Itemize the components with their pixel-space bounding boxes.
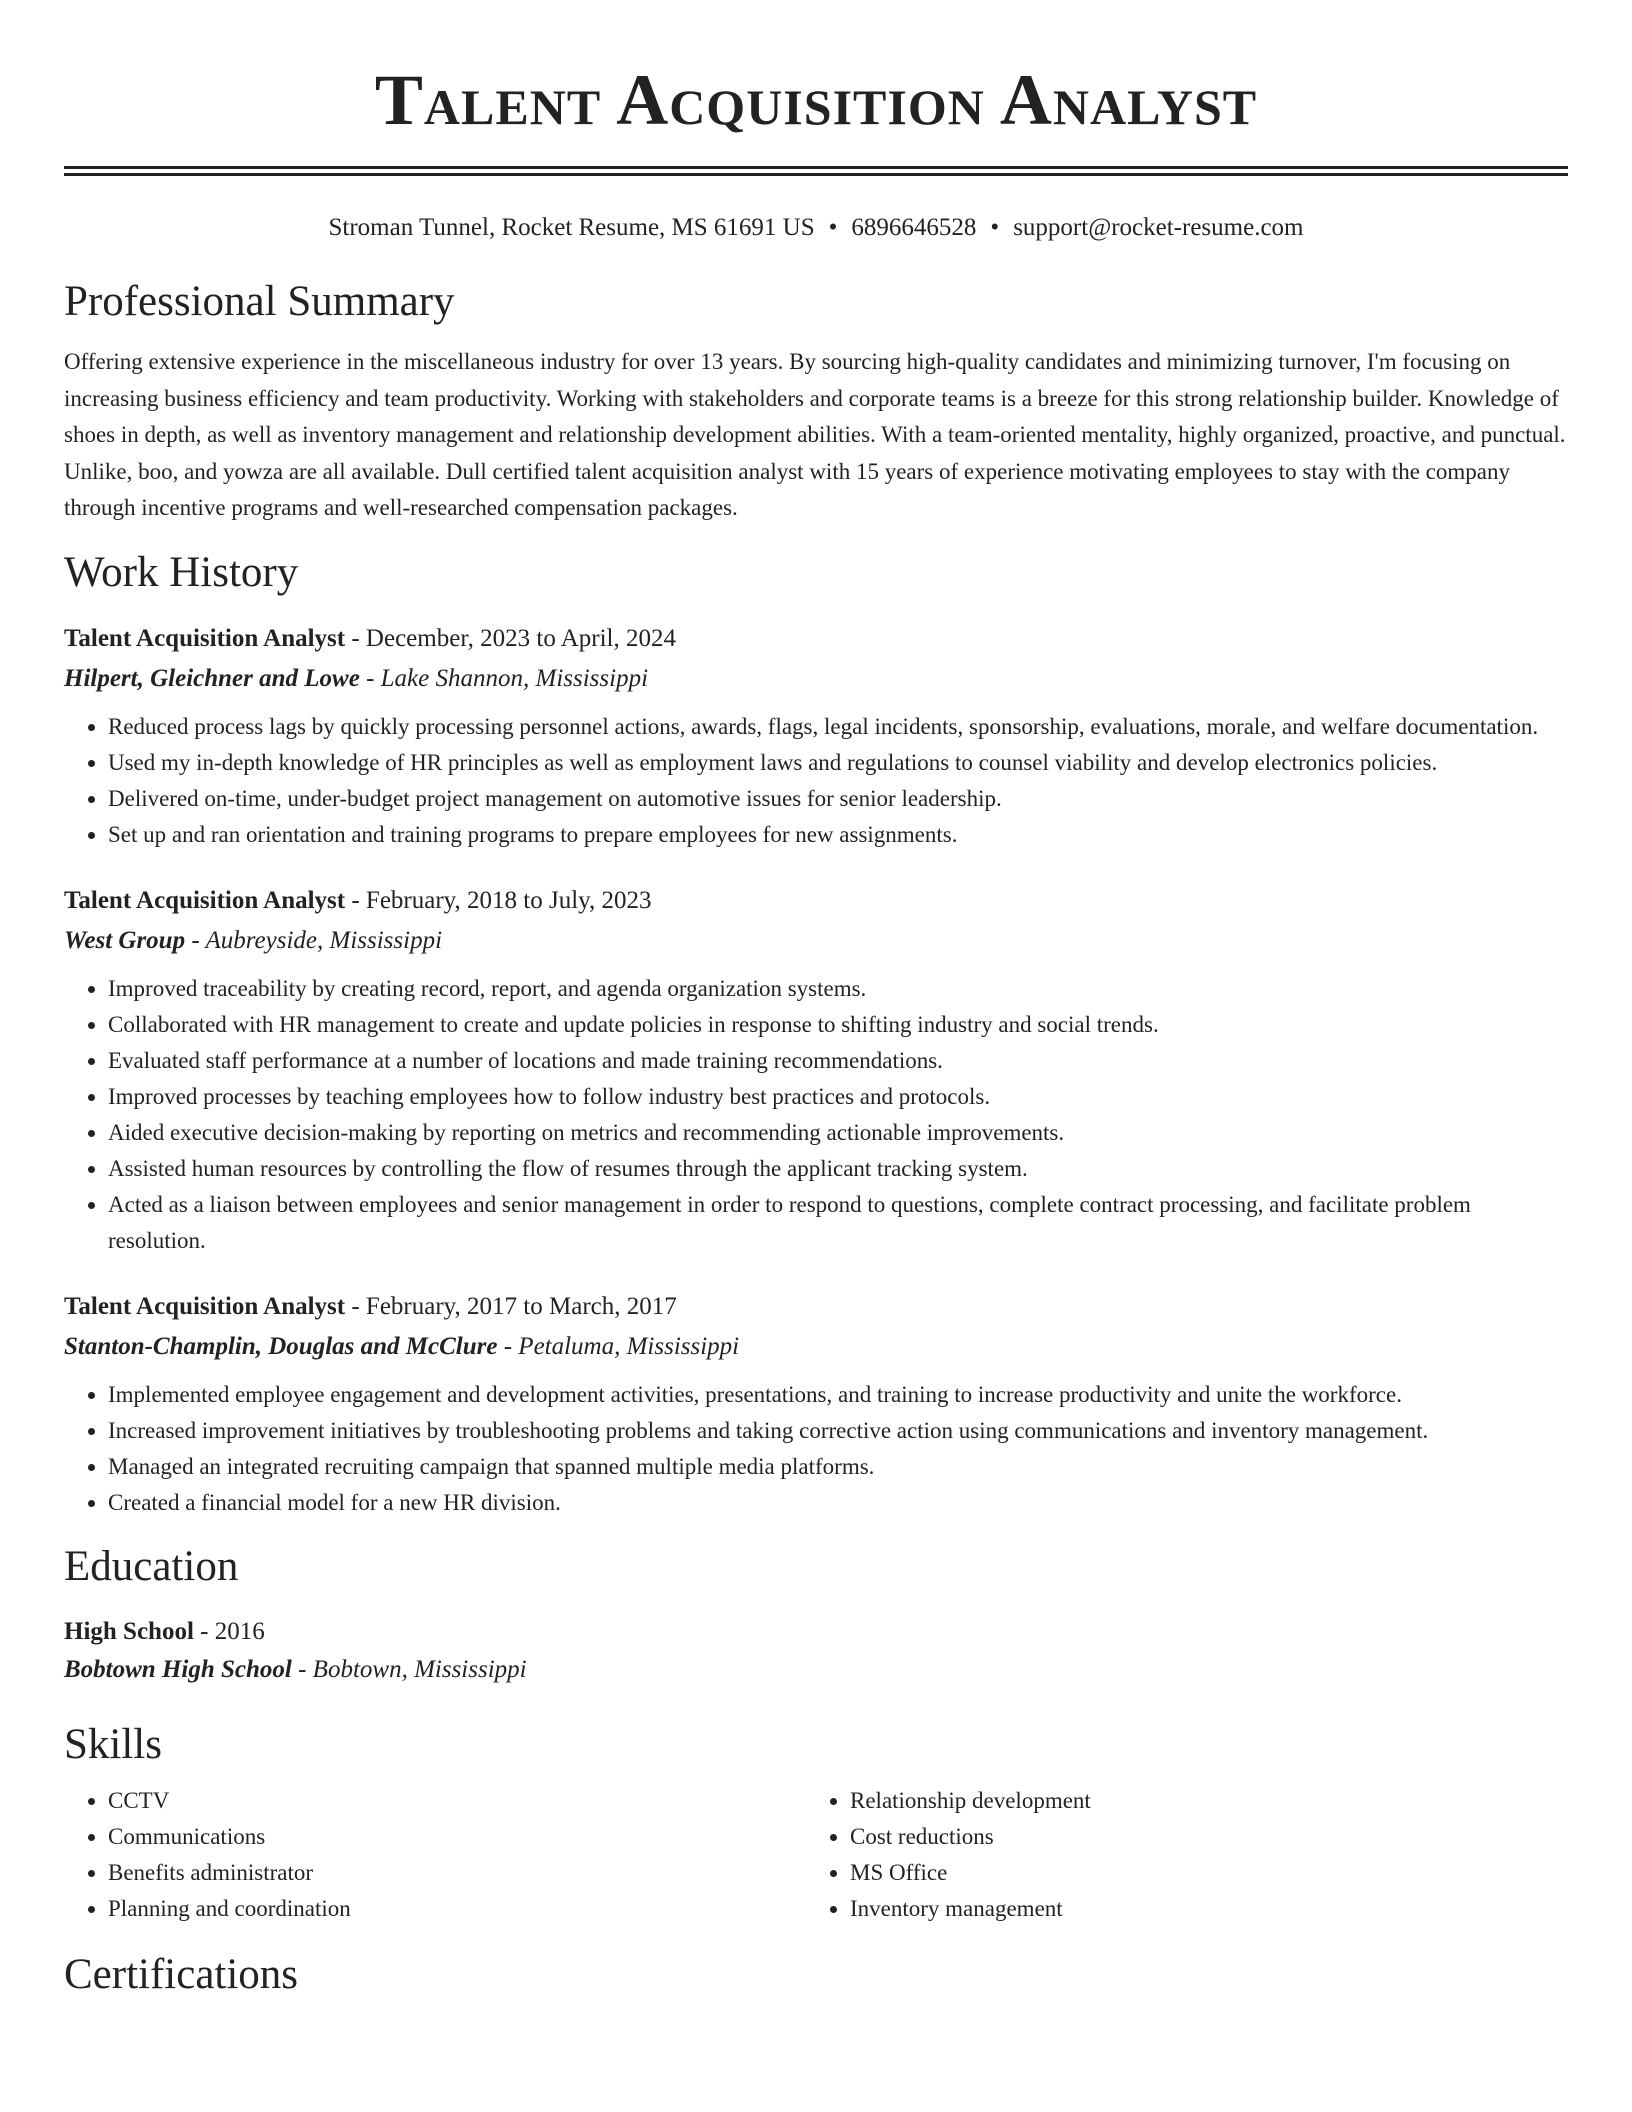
job-bullets — [64, 1377, 1568, 1521]
job-bullet: • Acted as a liaison between employees and senior management in order to respond to questions, complete contract processing, and facilitate problem resolution. — [108, 1187, 1568, 1259]
contact-separator: • — [828, 214, 838, 241]
job-bullet: • Created a financial model for a new HR division. — [108, 1485, 1568, 1521]
job-dates: - February, 2018 to July, 2023 — [345, 886, 652, 914]
job-company: West Group — [64, 926, 186, 954]
job-bullets — [64, 971, 1568, 1259]
title-double-rule — [64, 166, 1568, 176]
job-entry — [64, 1287, 1568, 1521]
contact-separator: • — [990, 214, 1000, 241]
job-dates: - December, 2023 to April, 2024 — [345, 624, 676, 652]
work-history-section — [64, 547, 1568, 1521]
job-role: Talent Acquisition Analyst — [64, 624, 346, 652]
summary-text: Offering extensive experience in the miscellaneous industry for over 13 years. By sourcing high-quality candidates and minimizing turnover, I'm focusing on increasing business efficiency and team productivity. Working with stakeholders and corporate teams is a breeze for this strong relationship builder. Knowledge of shoes in depth, as well as inventory management and relationship development abilities. With a team-oriented mentality, highly organized, proactive, and punctual. Unlike, boo, and yowza are all available. Dull certified talent acquisition analyst with 15 years of experience motivating employees to stay with the company through incentive programs and well-researched compensation packages. — [64, 349, 1566, 520]
job-bullet: • Used my in-depth knowledge of HR principles as well as employment laws and regulations to counsel viability and develop electronics policies. — [108, 745, 1568, 781]
job-entry — [64, 881, 1568, 1259]
certifications-section — [64, 1949, 1568, 2001]
skill-item: • MS Office — [850, 1855, 1548, 1891]
job-heading — [64, 881, 1568, 921]
education-location: - Bobtown, Mississippi — [291, 1655, 527, 1683]
skill-item: • Benefits administrator — [108, 1855, 806, 1891]
summary-heading: Professional Summary — [64, 278, 455, 325]
contact-email: support@rocket-resume.com — [1013, 214, 1304, 241]
job-entry — [64, 619, 1568, 853]
skills-section — [64, 1719, 1568, 1927]
job-bullet: • Aided executive decision-making by reporting on metrics and recommending actionable improvements. — [108, 1115, 1568, 1151]
contact-line — [64, 212, 1568, 244]
education-degree: High School — [64, 1617, 194, 1645]
job-company: Stanton-Champlin, Douglas and McClure — [64, 1332, 498, 1360]
certifications-heading: Certifications — [64, 1950, 299, 1998]
education-heading-line — [64, 1613, 1568, 1651]
contact-phone: 6896646528 — [851, 214, 977, 241]
skill-item: • CCTV — [108, 1783, 806, 1819]
job-employer — [64, 921, 1568, 961]
work-history-heading: Work History — [64, 548, 299, 596]
summary-section — [64, 276, 1568, 527]
resume-title: Talent Acquisition Analyst — [374, 60, 1258, 140]
job-bullets — [64, 709, 1568, 853]
contact-address: Stroman Tunnel, Rocket Resume, MS 61691 US — [328, 214, 815, 241]
skill-item: • Inventory management — [850, 1891, 1548, 1927]
job-bullet: • Evaluated staff performance at a number of locations and made training recommendations. — [108, 1043, 1568, 1079]
job-bullet: • Collaborated with HR management to create and update policies in response to shifting industry and social trends. — [108, 1007, 1568, 1043]
job-bullet: • Increased improvement initiatives by troubleshooting problems and taking corrective action using communications and inventory management. — [108, 1413, 1568, 1449]
job-dates: - February, 2017 to March, 2017 — [345, 1292, 677, 1320]
skills-column-right — [806, 1783, 1548, 1927]
job-heading — [64, 1287, 1568, 1327]
education-year: - 2016 — [193, 1617, 265, 1645]
skills-column-left — [64, 1783, 806, 1927]
job-location: - Lake Shannon, Mississippi — [359, 664, 649, 692]
skill-item: • Relationship development — [850, 1783, 1548, 1819]
job-bullet: • Managed an integrated recruiting campaign that spanned multiple media platforms. — [108, 1449, 1568, 1485]
education-heading: Education — [64, 1542, 239, 1590]
job-bullet: • Implemented employee engagement and development activities, presentations, and training to increase productivity and unite the workforce. — [108, 1377, 1568, 1413]
job-bullet: • Improved traceability by creating record, report, and agenda organization systems. — [108, 971, 1568, 1007]
skill-item: • Cost reductions — [850, 1819, 1548, 1855]
job-bullet: • Set up and ran orientation and training programs to prepare employees for new assignments. — [108, 817, 1568, 853]
job-bullet: • Delivered on-time, under-budget project management on automotive issues for senior leadership. — [108, 781, 1568, 817]
job-bullet: • Improved processes by teaching employees how to follow industry best practices and protocols. — [108, 1079, 1568, 1115]
job-employer — [64, 1327, 1568, 1367]
skills-grid — [64, 1783, 1568, 1927]
education-school: Bobtown High School — [64, 1655, 292, 1683]
job-heading — [64, 619, 1568, 659]
job-role: Talent Acquisition Analyst — [64, 1292, 346, 1320]
job-bullet: • Reduced process lags by quickly processing personnel actions, awards, flags, legal incidents, sponsorship, evaluations, morale, and welfare documentation. — [108, 709, 1568, 745]
job-company: Hilpert, Gleichner and Lowe — [64, 664, 360, 692]
job-bullet: • Assisted human resources by controlling the flow of resumes through the applicant tracking system. — [108, 1151, 1568, 1187]
education-section — [64, 1541, 1568, 1689]
job-location: - Petaluma, Mississippi — [497, 1332, 740, 1360]
skills-heading: Skills — [64, 1720, 162, 1768]
skill-item: • Planning and coordination — [108, 1891, 806, 1927]
job-role: Talent Acquisition Analyst — [64, 886, 346, 914]
resume-page — [64, 0, 1568, 2001]
skill-item: • Communications — [108, 1819, 806, 1855]
job-employer — [64, 659, 1568, 699]
job-location: - Aubreyside, Mississippi — [185, 926, 443, 954]
education-school-line — [64, 1651, 1568, 1689]
